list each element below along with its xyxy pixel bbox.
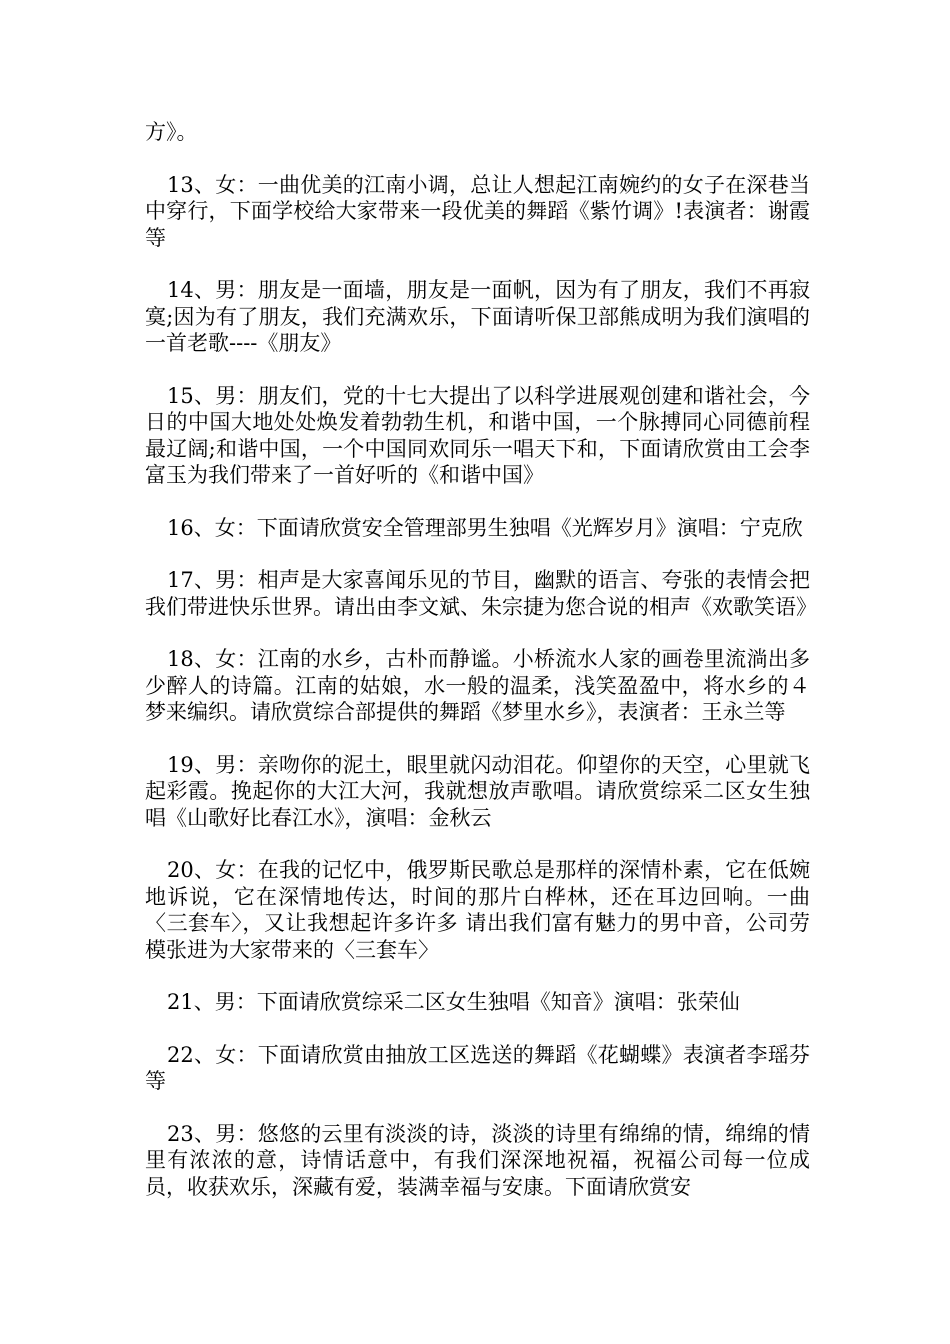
paragraph-item-23: 23、男：悠悠的云里有淡淡的诗，淡淡的诗里有绵绵的情，绵绵的情里有浓浓的意，诗情话意中，有我们深深地祝福，祝福公司每一位成员，收获欢乐，深藏有爱，装满幸福与安康。下面请欣赏安 [145, 1121, 810, 1199]
paragraph-item-18: 18、女：江南的水乡，古朴而静谧。小桥流水人家的画卷里流淌出多少醉人的诗篇。江南的姑娘，水一般的温柔，浅笑盈盈中，将水乡的４梦来编织。请欣赏综合部提供的舞蹈《梦里水乡》，表演者：王永兰等 [145, 647, 810, 724]
paragraph-item-22: 22、女：下面请欣赏由抽放工区选送的舞蹈《花蝴蝶》表演者李瑶芬等 [145, 1042, 810, 1093]
paragraph-item-20: 20、女：在我的记忆中，俄罗斯民歌总是那样的深情朴素，它在低婉地诉说，它在深情地传达，时间的那片白桦林，还在耳边回响。一曲〈三套车〉，又让我想起许多许多 请出我们富有魅力的男中音，公司劳模张进为大家带来的〈三套车〉 [145, 858, 810, 962]
paragraph-item-14: 14、男：朋友是一面墙，朋友是一面帆，因为有了朋友，我们不再寂寞;因为有了朋友，我们充满欢乐，下面请听保卫部熊成明为我们演唱的一首老歌----《朋友》 [145, 278, 810, 355]
paragraph-item-15: 15、男：朋友们，党的十七大提出了以科学进展观创建和谐社会，今日的中国大地处处焕发着勃勃生机，和谐中国，一个脉搏同心同德前程最辽阔;和谐中国，一个中国同欢同乐一唱天下和，下面请欣赏由工会李富玉为我们带来了一首好听的《和谐中国》 [145, 383, 810, 487]
paragraph-item-19: 19、男：亲吻你的泥土，眼里就闪动泪花。仰望你的天空，心里就飞起彩霞。挽起你的大江大河，我就想放声歌唱。请欣赏综采二区女生独唱《山歌好比春江水》，演唱：金秋云 [145, 752, 810, 830]
paragraph-item-16: 16、女：下面请欣赏安全管理部男生独唱《光辉岁月》演唱：宁克欣 [167, 515, 803, 540]
document-page [145, 119, 817, 1226]
paragraph-item-13: 13、女：一曲优美的江南小调，总让人想起江南婉约的女子在深巷当中穿行，下面学校给大家带来一段优美的舞蹈《紫竹调》!表演者：谢霞等 [145, 172, 810, 250]
paragraph-item-21: 21、男：下面请欣赏综采二区女生独唱《知音》演唱：张荣仙 [167, 990, 740, 1014]
paragraph-continuation: 方》。 [145, 120, 198, 144]
paragraph-item-17: 17、男：相声是大家喜闻乐见的节目，幽默的语言、夸张的表情会把我们带进快乐世界。请出由李文斌、朱宗捷为您合说的相声《欢歌笑语》 [145, 568, 817, 619]
